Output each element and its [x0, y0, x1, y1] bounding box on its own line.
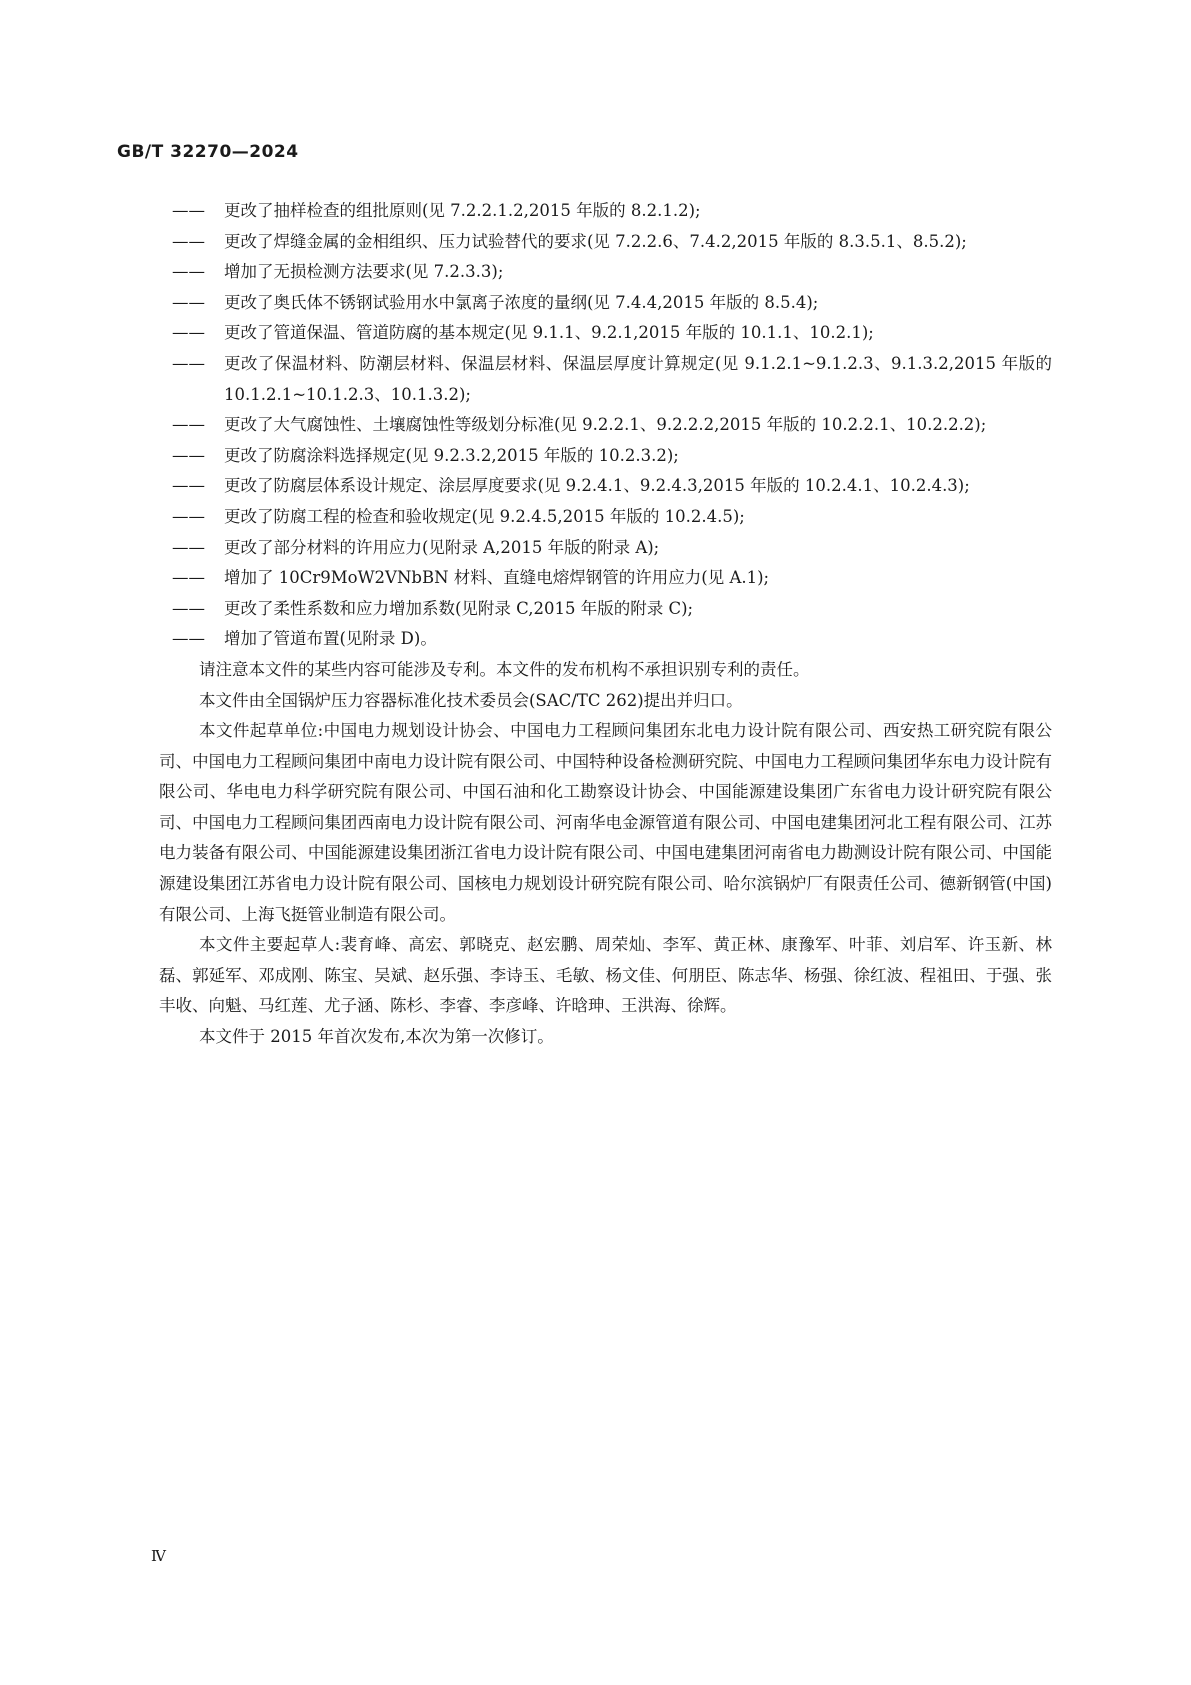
- change-item: [172, 624, 1052, 655]
- dash-marker: ——: [172, 201, 205, 220]
- change-item: [172, 227, 1052, 258]
- change-item-text: 更改了防腐涂料选择规定(见 9.2.3.2,2015 年版的 10.2.3.2);: [224, 445, 679, 465]
- dash-marker: ——: [172, 292, 205, 312]
- dash-marker: ——: [172, 262, 205, 282]
- change-item-text: 更改了奥氏体不锈钢试验用水中氯离子浓度的量纲(见 7.4.4,2015 年版的 8.5.4);: [224, 292, 819, 312]
- change-item-text: 更改了柔性系数和应力增加系数(见附录 C,2015 年版的附录 C);: [224, 598, 694, 618]
- change-item: [172, 349, 1052, 410]
- dash-marker: ——: [172, 476, 205, 496]
- dash-marker: ——: [172, 598, 205, 618]
- dash-marker: ——: [172, 537, 205, 557]
- change-item-text: 更改了大气腐蚀性、土壤腐蚀性等级划分标准(见 9.2.2.1、9.2.2.2,2015 年版的 10.2.2.1、10.2.2.2);: [224, 415, 987, 435]
- change-item: [172, 563, 1052, 594]
- dash-marker: ——: [172, 568, 205, 588]
- dash-marker: ——: [172, 231, 205, 251]
- change-item: [172, 471, 1052, 502]
- change-item-text: 更改了管道保温、管道防腐的基本规定(见 9.1.1、9.2.1,2015 年版的 10.1.1、10.2.1);: [224, 323, 874, 343]
- change-item-text: 增加了管道布置(见附录 D)。: [224, 629, 437, 649]
- dash-marker: ——: [172, 323, 205, 343]
- change-item-text: 更改了抽样检查的组批原则(见 7.2.2.1.2,2015 年版的 8.2.1.2);: [224, 201, 701, 220]
- drafters-paragraph: 本文件主要起草人:裴育峰、高宏、郭晓克、赵宏鹏、周荣灿、李军、黄正林、康豫军、叶菲、刘启军、许玉新、林磊、郭延军、邓成刚、陈宝、吴斌、赵乐强、李诗玉、毛敏、杨文佳、何朋臣、陈志华、杨强、徐红波、程祖田、于强、张丰收、向魁、马红莲、尤子涵、陈杉、李睿、李彦峰、许晗珅、王洪海、徐辉。: [159, 935, 1052, 1016]
- proposer-paragraph: 本文件由全国锅炉压力容器标准化技术委员会(SAC/TC 262)提出并归口。: [199, 690, 743, 710]
- change-item: [172, 594, 1052, 625]
- change-item-text: 增加了 10Cr9MoW2VNbBN 材料、直缝电熔焊钢管的许用应力(见 A.1);: [224, 568, 770, 588]
- drafting-units-paragraph: 本文件起草单位:中国电力规划设计协会、中国电力工程顾问集团东北电力设计院有限公司、西安热工研究院有限公司、中国电力工程顾问集团中南电力设计院有限公司、中国特种设备检测研究院、中国电力工程顾问集团华东电力设计院有限公司、华电电力科学研究院有限公司、中国石油和化工勘察设计协会、中国能源建设集团广东省电力设计研究院有限公司、中国电力工程顾问集团西南电力设计院有限公司、河南华电金源管道有限公司、中国电建集团河北工程有限公司、江苏电力装备有限公司、中国能源建设集团浙江省电力设计院有限公司、中国电建集团河南省电力勘测设计院有限公司、中国能源建设集团江苏省电力设计院有限公司、国核电力规划设计研究院有限公司、哈尔滨锅炉厂有限责任公司、德新钢管(中国)有限公司、上海飞挺管业制造有限公司。: [159, 721, 1052, 924]
- change-item-text: 更改了防腐工程的检查和验收规定(见 9.2.4.5,2015 年版的 10.2.4.5);: [224, 506, 745, 526]
- change-item-text: 更改了焊缝金属的金相组织、压力试验替代的要求(见 7.2.2.6、7.4.2,2015 年版的 8.3.5.1、8.5.2);: [224, 231, 967, 251]
- change-item: [172, 410, 1052, 441]
- dash-marker: ——: [172, 629, 205, 649]
- change-item: [172, 441, 1052, 472]
- change-item: [172, 196, 1052, 227]
- change-item: [172, 288, 1052, 319]
- dash-marker: ——: [172, 353, 205, 373]
- change-item: [172, 502, 1052, 533]
- patent-notice-paragraph: 请注意本文件的某些内容可能涉及专利。本文件的发布机构不承担识别专利的责任。: [199, 659, 810, 679]
- change-item: [172, 257, 1052, 288]
- page-number: Ⅳ: [151, 1547, 166, 1565]
- foreword-content: [159, 196, 1052, 1053]
- dash-marker: ——: [172, 415, 205, 435]
- standard-code-header: GB/T 32270—2024: [117, 142, 299, 162]
- dash-marker: ——: [172, 506, 205, 526]
- change-item-text: 更改了部分材料的许用应力(见附录 A,2015 年版的附录 A);: [224, 537, 660, 557]
- change-item-text: 更改了保温材料、防潮层材料、保温层材料、保温层厚度计算规定(见 9.1.2.1~9.1.2.3、9.1.3.2,2015 年版的 10.1.2.1~10.1.2.3、10.1.3.2);: [224, 353, 1052, 404]
- change-item: [172, 318, 1052, 349]
- change-item-text: 增加了无损检测方法要求(见 7.2.3.3);: [224, 262, 504, 282]
- revision-history-paragraph: 本文件于 2015 年首次发布,本次为第一次修订。: [199, 1027, 554, 1047]
- dash-marker: ——: [172, 445, 205, 465]
- change-item-text: 更改了防腐层体系设计规定、涂层厚度要求(见 9.2.4.1、9.2.4.3,2015 年版的 10.2.4.1、10.2.4.3);: [224, 476, 970, 496]
- change-item: [172, 533, 1052, 564]
